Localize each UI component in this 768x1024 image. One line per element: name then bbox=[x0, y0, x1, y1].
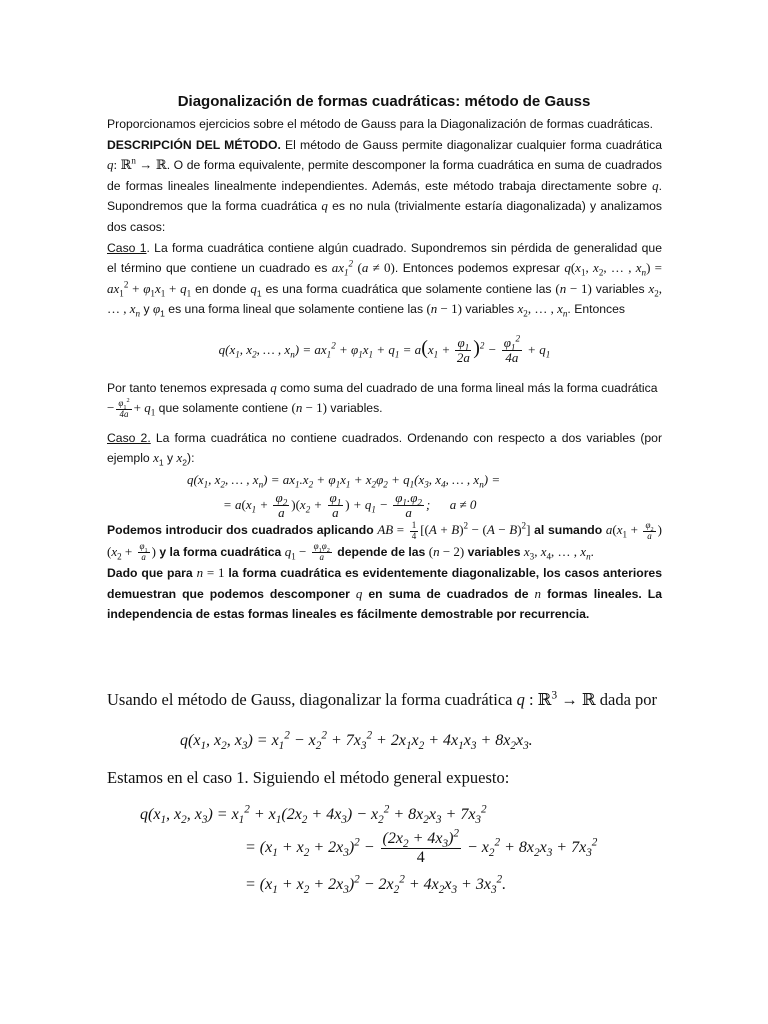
solution-line-2: = $(x_1 + x_2 + 2x_3)^2$ − $\frac{(2x_2 + 4x_3)^2}{4}$ − $x_2^2 + 8x_2x_3 + 7x_3^2$ bbox=[245, 827, 598, 866]
final-text: Dado que para bbox=[107, 566, 193, 581]
intro-paragraph: Proporcionamos ejercicios sobre el método de Gauss para la Diagonalización de formas cuadráticas. bbox=[107, 117, 654, 131]
case2-continuation: Podemos introducir dos cuadrados aplicando AB = $\frac{1}{4}$ $[(A + B)^2 - (A - B)^2]$ al sumando $a(x_1$ + $\frac{\varphi_2}{a}$ )($x_2$ + $\frac{\varphi_1}{a}$ ) y la forma cuadrática $q_1$ − $\frac{\varphi_1\varphi_2}{a}$ depende de las (n − 2) variables $x_3$, $x_4$, … , $x_n$. bbox=[107, 519, 662, 563]
final-paragraph: Dado que para n = 1 la forma cuadrática es evidentemente diagonalizable, los casos anteriores demuestran que podemos descomponer q en suma de cuadrados de n formas lineales. La independencia de estas formas lineales es fácilmente demostrable por recurrencia. bbox=[107, 565, 663, 622]
case1-text: . La forma cuadrática contiene algún cuadrado. Supondremos sin pérdida de generalidad que el término que contiene un cuadrado es bbox=[107, 240, 662, 276]
case2-text: La forma cuadrática no contiene cuadrados. Ordenando con respecto a dos variables (por ejemplo bbox=[107, 430, 662, 466]
document-body bbox=[107, 114, 662, 625]
case1-conclusion-text-2: como suma del cuadrado de una forma lineal más la forma cuadrática bbox=[280, 380, 658, 395]
case1-label: Caso 1 bbox=[107, 240, 147, 255]
case1-conclusion-text-3: que solamente contiene bbox=[158, 401, 289, 416]
case1-text-5: variables bbox=[595, 281, 645, 296]
description-paragraph: DESCRIPCIÓN DEL MÉTODO. El método de Gauss permite diagonalizar cualquier forma cuadrática q: ℝ$^n$ → ℝ. O de forma equivalente, permite descomponer la forma cuadrática en suma de cuadrados de formas lineales linealmente independientes. Además, este método trabaja directamente sobre q. Supondremos que la forma cuadrática q es no nula (trivialmente estaría diagonalizada) y analizamos dos casos: bbox=[107, 137, 663, 234]
case1-conclusion: Por tanto tenemos expresada q como suma del cuadrado de una forma lineal más la forma cuadrática − $\frac{\varphi_1^2}{4a}$ + $q_1$ que solamente contiene (n − 1) variables. bbox=[107, 379, 658, 419]
case1-equation: $q(x_1$, $x_2$, … , $x_n) = ax_1^2 + \varphi_1x_1 + q_1 = a(x_1$ + $\frac{\varphi_1}{2a}$ )$^2$ − $\frac{\varphi_1^2}{4a}$ + $q_1$ bbox=[218, 333, 551, 366]
final-text-3: en suma de cuadrados de bbox=[368, 586, 529, 601]
case1-paragraph: Caso 1. La forma cuadrática contiene algún cuadrado. Supondremos sin pérdida de generalidad que el término que contiene un cuadrado es $ax_1^2$ (a ≠ 0). Entonces podemos expresar $q(x_1$, $x_2$, … , $x_n) = ax_1^2 + \varphi_1x_1 + q_1$ en donde $q_1$ es una forma cuadrática que solamente contiene las (n − 1) variables $x_2$, … , $x_n$ y $\varphi_1$ es una forma lineal que solamente contiene las (n − 1) variables $x_2$, … , $x_n$. Entonces bbox=[107, 240, 663, 319]
case1-text-4: es una forma cuadrática que solamente contiene las bbox=[265, 281, 552, 296]
description-text: El método de Gauss permite diagonalizar cualquier forma cuadrática bbox=[285, 137, 662, 152]
case1-text-3: en donde bbox=[195, 281, 247, 296]
description-text-3: . Supondremos que la forma cuadrática bbox=[107, 178, 662, 214]
case2-text-3: ): bbox=[187, 451, 195, 466]
case-statement: Estamos en el caso 1. Siguiendo el método general expuesto: bbox=[107, 768, 510, 787]
final-text-4: formas lineales. La independencia de estas formas lineales es fácilmente demostrable por recurrencia. bbox=[107, 586, 663, 622]
exercise-equation: $q(x_1$, $x_2$, $x_3) = x_1^2 - x_2^2 + 7x_3^2 + 2x_1x_2 + 4x_1x_3 + 8x_2x_3$. bbox=[180, 729, 533, 753]
description-text-4: es no nula (trivialmente estaría diagonalizada) y analizamos dos casos: bbox=[107, 199, 663, 234]
case1-text-9: . Entonces bbox=[567, 302, 626, 317]
exercise-text: Usando el método de Gauss, diagonalizar la forma cuadrática bbox=[107, 690, 513, 709]
solution-line-3: = $(x_1 + x_2 + 2x_3)^2 - 2x_2^2 + 4x_2x_3 + 3x_3^2$. bbox=[245, 873, 507, 897]
description-text-2: . O de forma equivalente, permite descomponer la forma cuadrática en suma de cuadrados de formas lineales linealmente independientes. Además, este método trabaja directamente sobre bbox=[107, 158, 662, 193]
case2-continuation-text: Podemos introducir dos cuadrados aplicando bbox=[107, 523, 374, 538]
exercise-statement: Usando el método de Gauss, diagonalizar la forma cuadrática q : ℝ$^3$ → ℝ dada por bbox=[107, 689, 658, 709]
case1-conclusion-text: Por tanto tenemos expresada bbox=[107, 380, 267, 395]
case2-text-2: y bbox=[167, 451, 174, 466]
case1-text-7: es una forma lineal que solamente contiene las bbox=[168, 302, 424, 317]
case2-continuation-text-4: depende de las bbox=[337, 544, 426, 559]
page-title: Diagonalización de formas cuadráticas: método de Gauss bbox=[177, 93, 591, 110]
exercise-text-2: dada por bbox=[599, 690, 658, 709]
case1-text-8: variables bbox=[465, 302, 515, 317]
solution-line-1: $q(x_1$, $x_2$, $x_3) = x_1^2 + x_1(2x_2 + 4x_3) - x_2^2 + 8x_2x_3 + 7x_3^2$ bbox=[140, 803, 487, 827]
case2-continuation-text-2: al sumando bbox=[534, 523, 603, 538]
case2-continuation-text-5: variables bbox=[467, 544, 521, 559]
description-label: DESCRIPCIÓN DEL MÉTODO. bbox=[107, 137, 281, 152]
case1-text-2: . Entonces podemos expresar bbox=[394, 261, 560, 276]
case2-label: Caso 2. bbox=[107, 430, 151, 445]
case1-text-6: y bbox=[143, 302, 150, 317]
case2-continuation-text-3: y la forma cuadrática bbox=[159, 544, 282, 559]
case1-conclusion-text-4: variables. bbox=[330, 401, 383, 416]
case2-paragraph: Caso 2. La forma cuadrática no contiene cuadrados. Ordenando con respecto a dos variables (por ejemplo $x_1$ y $x_2$): bbox=[107, 430, 662, 468]
final-text-2: la forma cuadrática es evidentemente diagonalizable, los casos anteriores demuestran que podemos descomponer bbox=[107, 566, 662, 601]
case2-equation: $q(x_1$, $x_2$, … , $x_n) = ax_1.x_2 + \varphi_1x_1 + x_2\varphi_2 + q_1(x_3$, $x_4$, … , $x_n$) = = $a(x_1$ + $\frac{\varphi_2}{a}$ )($x_2$ + $\frac{\varphi_1}{a}$ ) + $q_1$ − $\frac{\varphi_1.\varphi_2}{a}$ ; a ≠ 0 bbox=[187, 471, 501, 521]
